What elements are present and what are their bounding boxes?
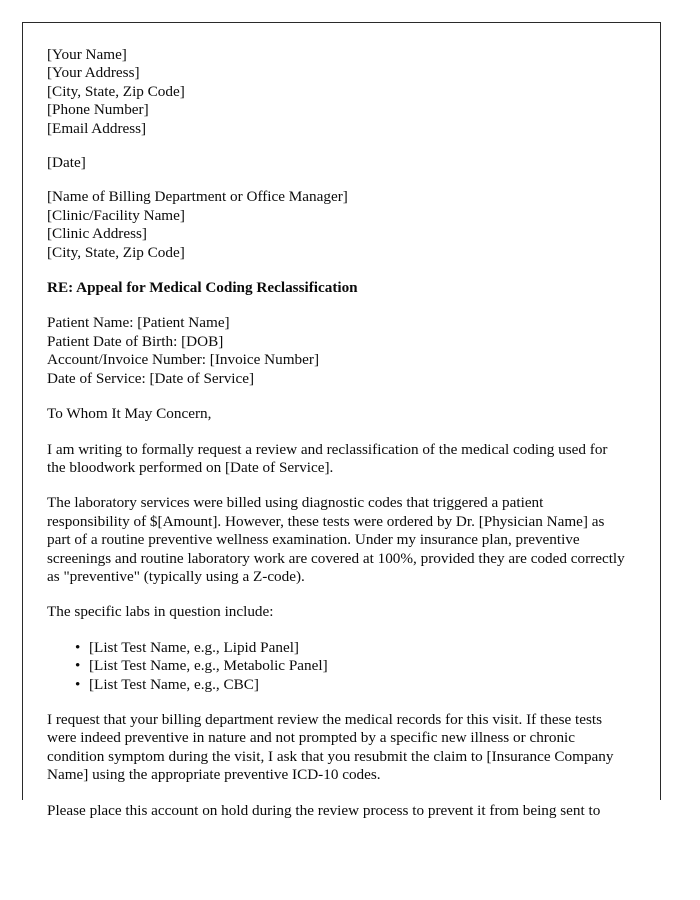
- lab-tests-list: [47, 639, 625, 694]
- date-of-service-line: Date of Service: [Date of Service]: [47, 369, 255, 387]
- list-item: • [List Test Name, e.g., Metabolic Panel]: [89, 657, 625, 675]
- sender-name: [Your Name]: [47, 46, 127, 63]
- body-paragraph-2: The laboratory services were billed using diagnostic codes that triggered a patient responsibility of $[Amount]. However, these tests were ordered by Dr. [Physician Name] as part of a routine preventive wellness examination. Under my insurance plan, preventive screenings and routine laboratory work are covered at 100%, provided they are coded correctly as "preventive" (typically using a Z-code).: [47, 494, 625, 585]
- spacer: [47, 586, 625, 603]
- spacer: [47, 477, 625, 494]
- subject-line: RE: Appeal for Medical Coding Reclassification: [47, 279, 358, 297]
- patient-name-line: Patient Name: [Patient Name]: [47, 314, 230, 332]
- letter-date: [Date]: [47, 154, 86, 172]
- list-item: • [List Test Name, e.g., CBC]: [89, 676, 625, 694]
- recipient-facility-name: [Clinic/Facility Name]: [47, 206, 185, 224]
- list-item: • [List Test Name, e.g., Lipid Panel]: [89, 639, 625, 657]
- patient-details-block: [47, 314, 625, 388]
- letter-body: [47, 46, 625, 820]
- document-page: [22, 22, 661, 819]
- spacer: [47, 172, 625, 188]
- lab-list-intro: The specific labs in question include:: [47, 603, 274, 621]
- salutation: To Whom It May Concern,: [47, 405, 212, 423]
- date-block: [47, 154, 625, 172]
- spacer: [47, 424, 625, 441]
- sender-street-address: [Your Address]: [47, 64, 140, 82]
- spacer: [47, 297, 625, 314]
- sender-address-block: [47, 46, 625, 138]
- spacer: [47, 785, 625, 802]
- spacer: [47, 694, 625, 711]
- spacer: [47, 622, 625, 639]
- spacer: [47, 262, 625, 279]
- body-paragraph-3: I request that your billing department review the medical records for this visit. If these tests were indeed preventive in nature and not prompted by a specific new illness or chronic condition symptom during the visit, I ask that you resubmit the claim to [Insurance Company Name] using the appropriate preventive ICD-10 codes.: [47, 710, 614, 784]
- recipient-address-block: [47, 188, 625, 262]
- sender-email-address: [Email Address]: [47, 119, 147, 137]
- sender-phone-number: [Phone Number]: [47, 101, 149, 119]
- spacer: [47, 388, 625, 405]
- spacer: [47, 138, 625, 154]
- recipient-department-name: [Name of Billing Department or Office Manager]: [47, 188, 348, 206]
- account-invoice-number-line: Account/Invoice Number: [Invoice Number]: [47, 351, 320, 369]
- patient-dob-line: Patient Date of Birth: [DOB]: [47, 332, 224, 350]
- body-paragraph-4-clipped: Please place this account on hold during the review process to prevent it from being sent to: [47, 801, 601, 819]
- recipient-street-address: [Clinic Address]: [47, 225, 147, 243]
- sender-city-state-zip: [City, State, Zip Code]: [47, 82, 185, 100]
- recipient-city-state-zip: [City, State, Zip Code]: [47, 243, 185, 261]
- body-paragraph-1: I am writing to formally request a review and reclassification of the medical coding used for the bloodwork performed on [Date of Service].: [47, 440, 608, 476]
